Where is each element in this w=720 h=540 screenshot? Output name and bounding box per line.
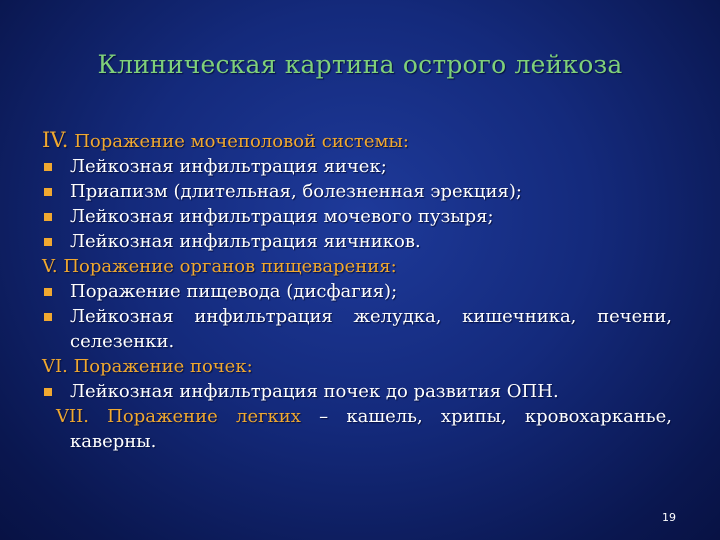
square-bullet-icon — [44, 238, 52, 246]
list-item-text: Лейкозная инфильтрация желудка, кишечника, печени, — [70, 306, 672, 327]
section-number: V. — [42, 256, 58, 277]
list-item-text: Лейкозная инфильтрация почек до развития ОПН. — [70, 381, 559, 402]
list-item — [42, 279, 672, 304]
square-bullet-icon — [44, 213, 52, 221]
section-heading-text: Поражение мочеполовой системы: — [74, 131, 409, 152]
section-heading-text: Поражение легких — [107, 406, 301, 427]
square-bullet-icon — [44, 188, 52, 196]
list-item — [42, 379, 672, 404]
page-number: 19 — [662, 511, 676, 524]
square-bullet-icon — [44, 163, 52, 171]
section-heading-4 — [42, 128, 672, 154]
section-heading-6 — [42, 354, 672, 379]
list-item — [42, 179, 672, 204]
list-item — [42, 304, 672, 329]
square-bullet-icon — [44, 288, 52, 296]
section-heading-5 — [42, 254, 672, 279]
list-item-text: Поражение пищевода (дисфагия); — [70, 281, 398, 302]
section-heading-text: Поражение органов пищеварения: — [63, 256, 397, 277]
section-inline-text: – кашель, хрипы, кровохарканье, — [319, 406, 672, 427]
list-item — [42, 204, 672, 229]
list-item-text: Лейкозная инфильтрация яичников. — [70, 231, 421, 252]
section-continuation: каверны. — [70, 431, 157, 452]
slide-title: Клиническая картина острого лейкоза — [97, 50, 623, 79]
slide-content — [42, 128, 672, 454]
section-number: VII. — [56, 406, 89, 427]
list-item — [42, 154, 672, 179]
section-number: IV. — [42, 128, 69, 152]
square-bullet-icon — [44, 388, 52, 396]
section-heading-text: Поражение почек: — [73, 356, 253, 377]
list-item — [42, 229, 672, 254]
list-item-text: Лейкозная инфильтрация яичек; — [70, 156, 387, 177]
section-heading-7 — [42, 404, 672, 429]
list-item-text: Приапизм (длительная, болезненная эрекция); — [70, 181, 522, 202]
list-item-text: Лейкозная инфильтрация мочевого пузыря; — [70, 206, 494, 227]
square-bullet-icon — [44, 313, 52, 321]
list-item-continuation: селезенки. — [70, 331, 175, 352]
section-number: VI. — [42, 356, 68, 377]
